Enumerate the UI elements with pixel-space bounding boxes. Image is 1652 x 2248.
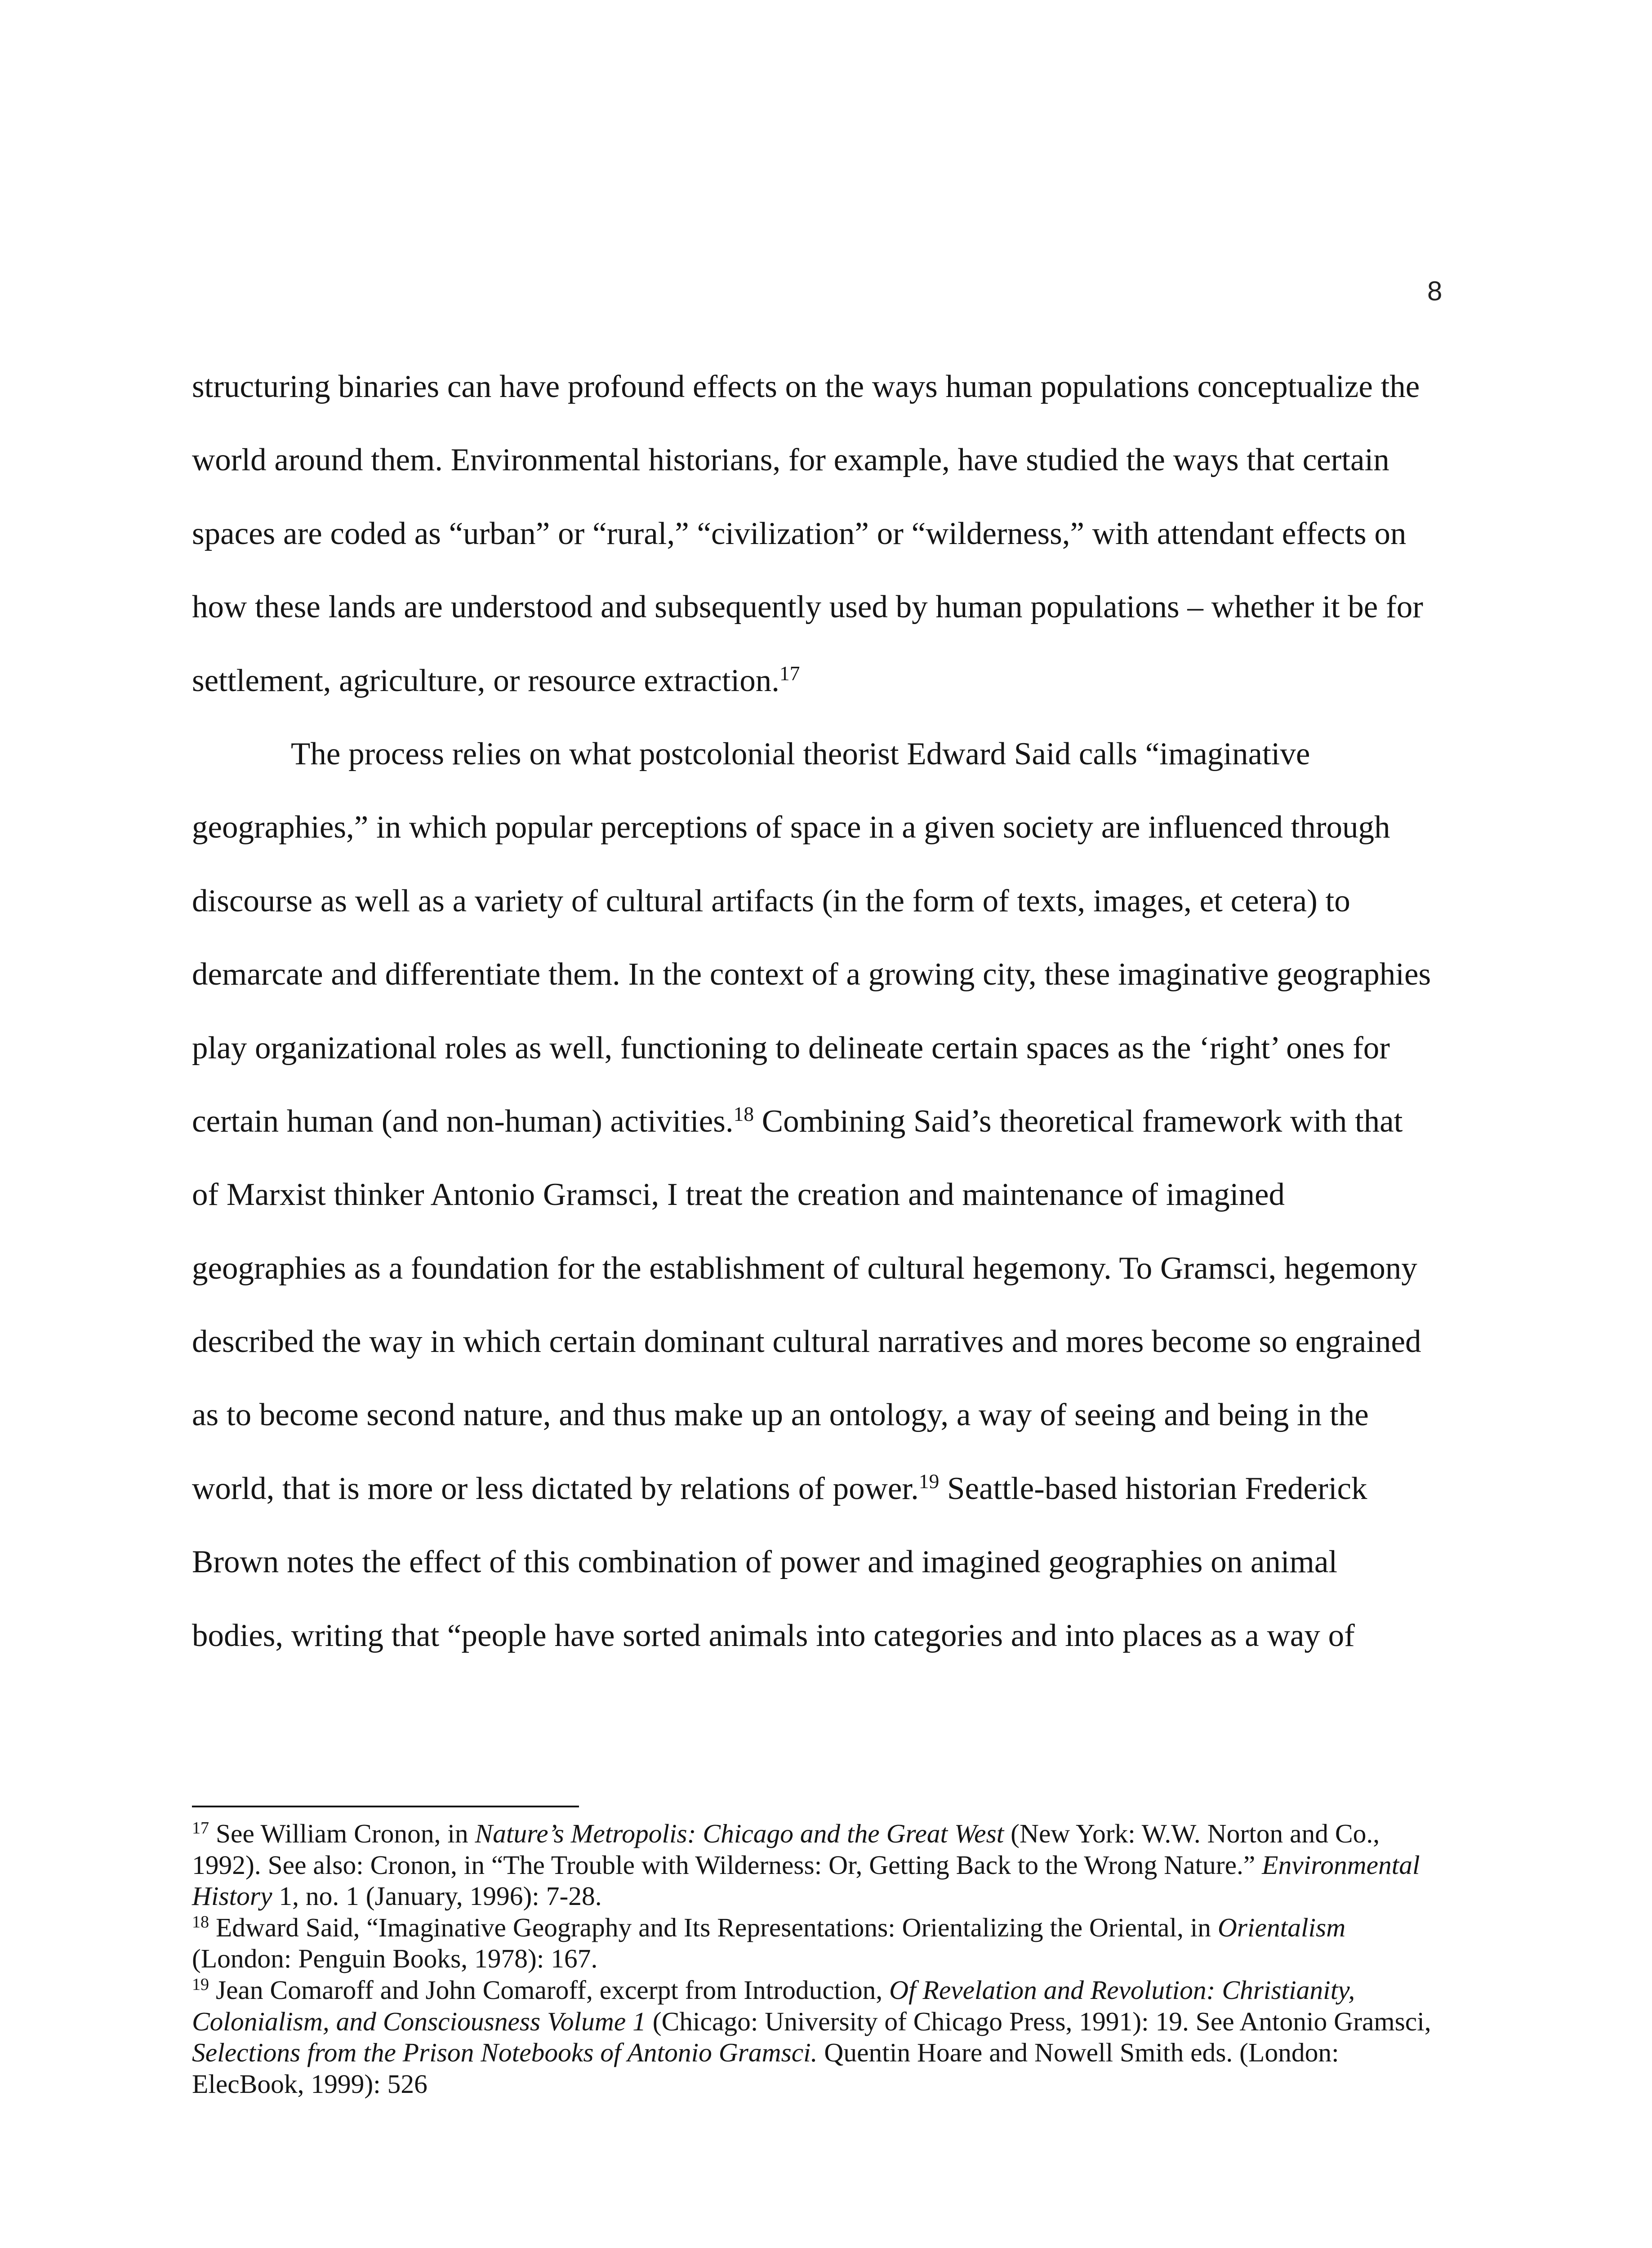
footnote-title: Orientalism [1217, 1912, 1346, 1942]
body-line: structuring binaries can have profound effects on the ways human populations conceptualize the [192, 369, 1420, 404]
footnote-line [192, 2006, 1541, 2038]
body-line: described the way in which certain dominant cultural narratives and mores become so engrained [192, 1324, 1421, 1360]
footnote-line [192, 1912, 1541, 1944]
footnote-line: (London: Penguin Books, 1978): 167. [192, 1944, 598, 1974]
footnote-text: Quentin Hoare and Nowell Smith eds. (London: [817, 2038, 1339, 2068]
body-line: spaces are coded as “urban” or “rural,” “civilization” or “wilderness,” with attendant effects on [192, 516, 1407, 551]
footnote-line [192, 1818, 1541, 1850]
body-line-text: Combining Said’s theoretical framework with that [754, 1103, 1403, 1139]
body-line: discourse as well as a variety of cultural artifacts (in the form of texts, images, et cetera) to [192, 883, 1350, 919]
footnote-separator [192, 1806, 579, 1807]
footnote-title: Colonialism, and Consciousness Volume 1 [192, 2006, 646, 2036]
body-text [192, 350, 1541, 1673]
body-line: as to become second nature, and thus make up an ontology, a way of seeing and being in the [192, 1397, 1369, 1433]
footnote-title: Nature’s Metropolis: Chicago and the Great West [475, 1819, 1004, 1848]
body-line: play organizational roles as well, functioning to delineate certain spaces as the ‘right’ ones for [192, 1030, 1390, 1066]
footnote-text: (New York: W.W. Norton and Co., [1004, 1819, 1380, 1848]
body-line-text: certain human (and non-human) activities. [192, 1103, 734, 1139]
body-line-text: world, that is more or less dictated by relations of power. [192, 1471, 919, 1506]
footnote-reference-18: 18 [733, 1103, 754, 1126]
footnote-number: 19 [192, 1975, 209, 1994]
footnote-number: 17 [192, 1819, 209, 1838]
footnote-number: 18 [192, 1912, 209, 1931]
body-line: geographies,” in which popular perceptions of space in a given society are influenced through [192, 810, 1390, 845]
footnote-reference-17: 17 [779, 662, 800, 685]
footnote-line [192, 1975, 1541, 2006]
paragraph-2 [192, 718, 1541, 1673]
footnote-text: 1, no. 1 (January, 1996): 7-28. [272, 1881, 602, 1911]
footnote-18 [192, 1912, 1541, 1975]
page-number: 8 [1427, 276, 1443, 306]
body-line: of Marxist thinker Antonio Gramsci, I treat the creation and maintenance of imagined [192, 1177, 1285, 1213]
footnotes [192, 1818, 1541, 2100]
footnote-line: ElecBook, 1999): 526 [192, 2069, 427, 2099]
footnote-text: Edward Said, “Imaginative Geography and Its Representations: Orientalizing the Oriental, in [209, 1912, 1218, 1942]
footnote-line [192, 1881, 1541, 1912]
body-line [192, 1452, 1541, 1525]
footnote-line [192, 1850, 1541, 1881]
body-line: bodies, writing that “people have sorted animals into categories and into places as a way of [192, 1618, 1355, 1653]
body-line: geographies as a foundation for the establishment of cultural hegemony. To Gramsci, hegemony [192, 1250, 1417, 1286]
footnote-title: History [192, 1881, 272, 1911]
body-line-text: settlement, agriculture, or resource extraction. [192, 663, 780, 698]
footnote-text: (Chicago: University of Chicago Press, 1991): 19. See Antonio Gramsci, [646, 2006, 1431, 2036]
footnote-17 [192, 1818, 1541, 1912]
body-line-text: Seattle-based historian Frederick [939, 1471, 1367, 1506]
footnote-title: Environmental [1262, 1850, 1420, 1880]
body-line: demarcate and differentiate them. In the context of a growing city, these imaginative geographies [192, 957, 1431, 992]
footnote-text: 1992). See also: Cronon, in “The Trouble with Wilderness: Or, Getting Back to the Wrong Nature.” [192, 1850, 1262, 1880]
body-line [192, 644, 1541, 718]
body-line: Brown notes the effect of this combination of power and imagined geographies on animal [192, 1544, 1338, 1580]
footnote-text: Jean Comaroff and John Comaroff, excerpt from Introduction, [209, 1975, 890, 2005]
footnote-title: Selections from the Prison Notebooks of Antonio Gramsci. [192, 2038, 818, 2068]
paragraph-1 [192, 350, 1541, 718]
body-line: how these lands are understood and subsequently used by human populations – whether it be for [192, 589, 1423, 625]
body-line: The process relies on what postcolonial theorist Edward Said calls “imaginative [291, 736, 1310, 772]
footnote-text: See William Cronon, in [209, 1819, 475, 1848]
body-line: world around them. Environmental historians, for example, have studied the ways that certain [192, 442, 1389, 478]
footnote-line [192, 2037, 1541, 2069]
footnote-reference-19: 19 [918, 1470, 940, 1493]
footnote-19 [192, 1975, 1541, 2100]
footnote-title: Of Revelation and Revolution: Christianity, [889, 1975, 1355, 2005]
body-line [192, 1085, 1541, 1158]
